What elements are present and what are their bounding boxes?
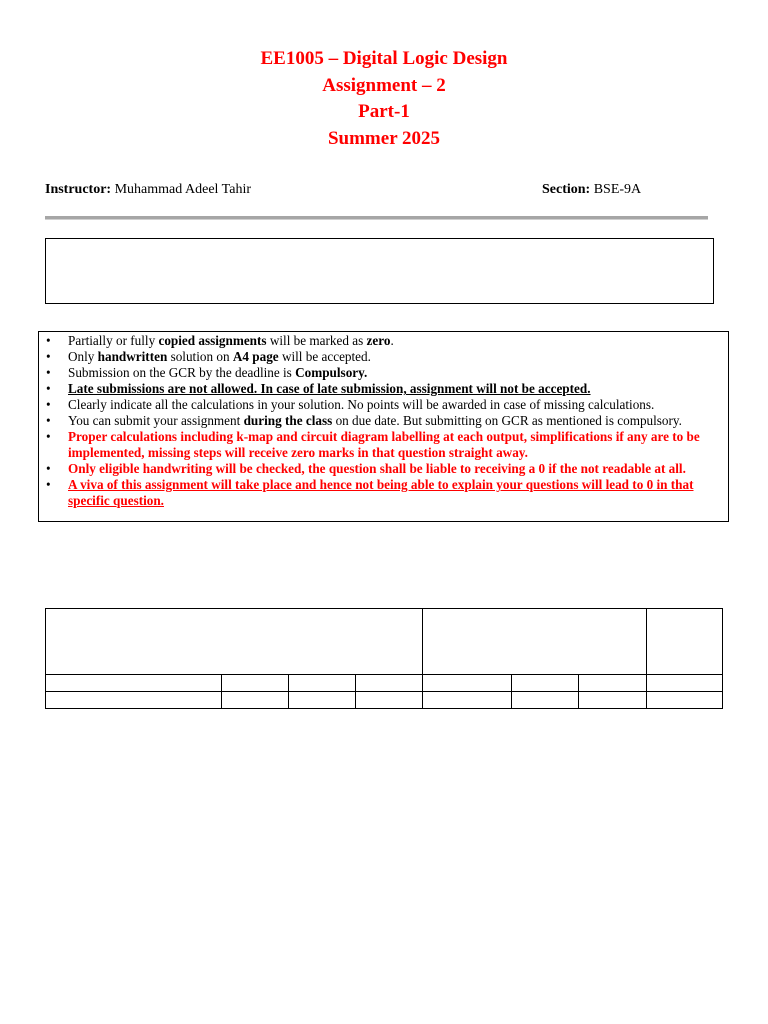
table-header-cell — [46, 609, 423, 675]
instruction-emphasis: Compulsory. — [295, 365, 368, 380]
instruction-emphasis: handwritten — [97, 349, 168, 364]
instruction-warning: Proper calculations including k-map and circuit diagram labelling at each output, simplifications if any are to be implemented, missing steps will receive zero marks in that question straight away. — [68, 429, 700, 460]
horizontal-divider — [45, 216, 708, 220]
section-info — [542, 182, 641, 198]
part-title: Part-1 — [358, 101, 410, 122]
term-title: Summer 2025 — [327, 127, 441, 149]
instruction-text: Only — [68, 349, 98, 364]
table-cell — [356, 692, 423, 709]
table-cell — [512, 692, 579, 709]
instruction-item-handwritten — [46, 349, 722, 365]
instructor-name: Muhammad Adeel Tahir — [114, 182, 252, 197]
instruction-item-calculations — [46, 397, 722, 413]
instruction-warning: A viva of this assignment will take place and hence not being able to explain your questions will lead to 0 in that specific question. — [68, 477, 694, 508]
instruction-item-handwriting — [46, 461, 722, 477]
bullet-icon: • — [46, 365, 51, 380]
bullet-icon: • — [46, 413, 51, 428]
instruction-emphasis: A4 page — [232, 349, 279, 364]
instruction-text: will be marked as — [266, 333, 367, 348]
table-cell — [647, 692, 723, 709]
instruction-item-kmap — [46, 429, 722, 461]
table-cell — [512, 675, 579, 692]
instruction-emphasis: during the class — [243, 413, 333, 428]
instruction-text: Submission on the GCR by the deadline is — [68, 365, 296, 380]
table-cell — [222, 675, 289, 692]
instruction-text: . — [390, 333, 394, 348]
instruction-text: solution on — [167, 349, 233, 364]
instructions-box — [38, 331, 729, 522]
bullet-icon: • — [46, 461, 51, 476]
instructor-label: Instructor: — [45, 182, 112, 197]
section-value: BSE-9A — [593, 182, 642, 197]
table-cell — [423, 692, 512, 709]
table-cell — [356, 675, 423, 692]
instructor-section-row — [45, 182, 705, 200]
instruction-text: Clearly indicate all the calculations in your solution. No points will be awarded in case of missing calculations. — [68, 397, 655, 412]
instruction-item-viva — [46, 477, 722, 509]
bullet-icon: • — [46, 477, 51, 492]
table-header-cell — [647, 609, 723, 675]
bullet-icon: • — [46, 429, 51, 444]
instruction-emphasis: Late submissions are not allowed. In case of late submission, assignment will not be accepted. — [68, 381, 591, 396]
instruction-item-gcr — [46, 365, 722, 381]
bullet-icon: • — [46, 349, 51, 364]
bullet-icon: • — [46, 333, 51, 348]
instruction-text: will be accepted. — [278, 349, 371, 364]
marks-table — [45, 608, 723, 709]
table-header-cell — [423, 609, 647, 675]
section-label: Section: — [542, 182, 591, 197]
table-cell — [423, 675, 512, 692]
table-cell — [46, 675, 222, 692]
table-row — [46, 675, 723, 692]
course-title: EE1005 – Digital Logic Design — [260, 48, 508, 69]
table-cell — [222, 692, 289, 709]
table-cell — [647, 675, 723, 692]
instruction-emphasis: zero — [366, 333, 391, 348]
instruction-item-submit-class — [46, 413, 722, 429]
instructor-info — [45, 182, 251, 198]
table-cell — [579, 692, 647, 709]
table-cell — [289, 692, 356, 709]
table-header-row — [46, 609, 723, 675]
bullet-icon: • — [46, 381, 51, 396]
table-cell — [289, 675, 356, 692]
instruction-item-copied — [46, 333, 722, 349]
instruction-emphasis: copied assignments — [158, 333, 267, 348]
bullet-icon: • — [46, 397, 51, 412]
instruction-text: You can submit your assignment — [68, 413, 244, 428]
instruction-text: Partially or fully — [68, 333, 159, 348]
assignment-title: Assignment – 2 — [322, 74, 446, 96]
instruction-item-late — [46, 381, 722, 397]
table-cell — [46, 692, 222, 709]
table-cell — [579, 675, 647, 692]
instruction-warning: Only eligible handwriting will be checked, the question shall be liable to receiving a 0 if the not readable at all. — [68, 461, 686, 476]
document-title-block — [0, 46, 768, 152]
table-row — [46, 692, 723, 709]
instruction-text: on due date. But submitting on GCR as mentioned is compulsory. — [332, 413, 682, 428]
student-info-box — [45, 238, 714, 304]
instructions-list — [39, 332, 728, 509]
